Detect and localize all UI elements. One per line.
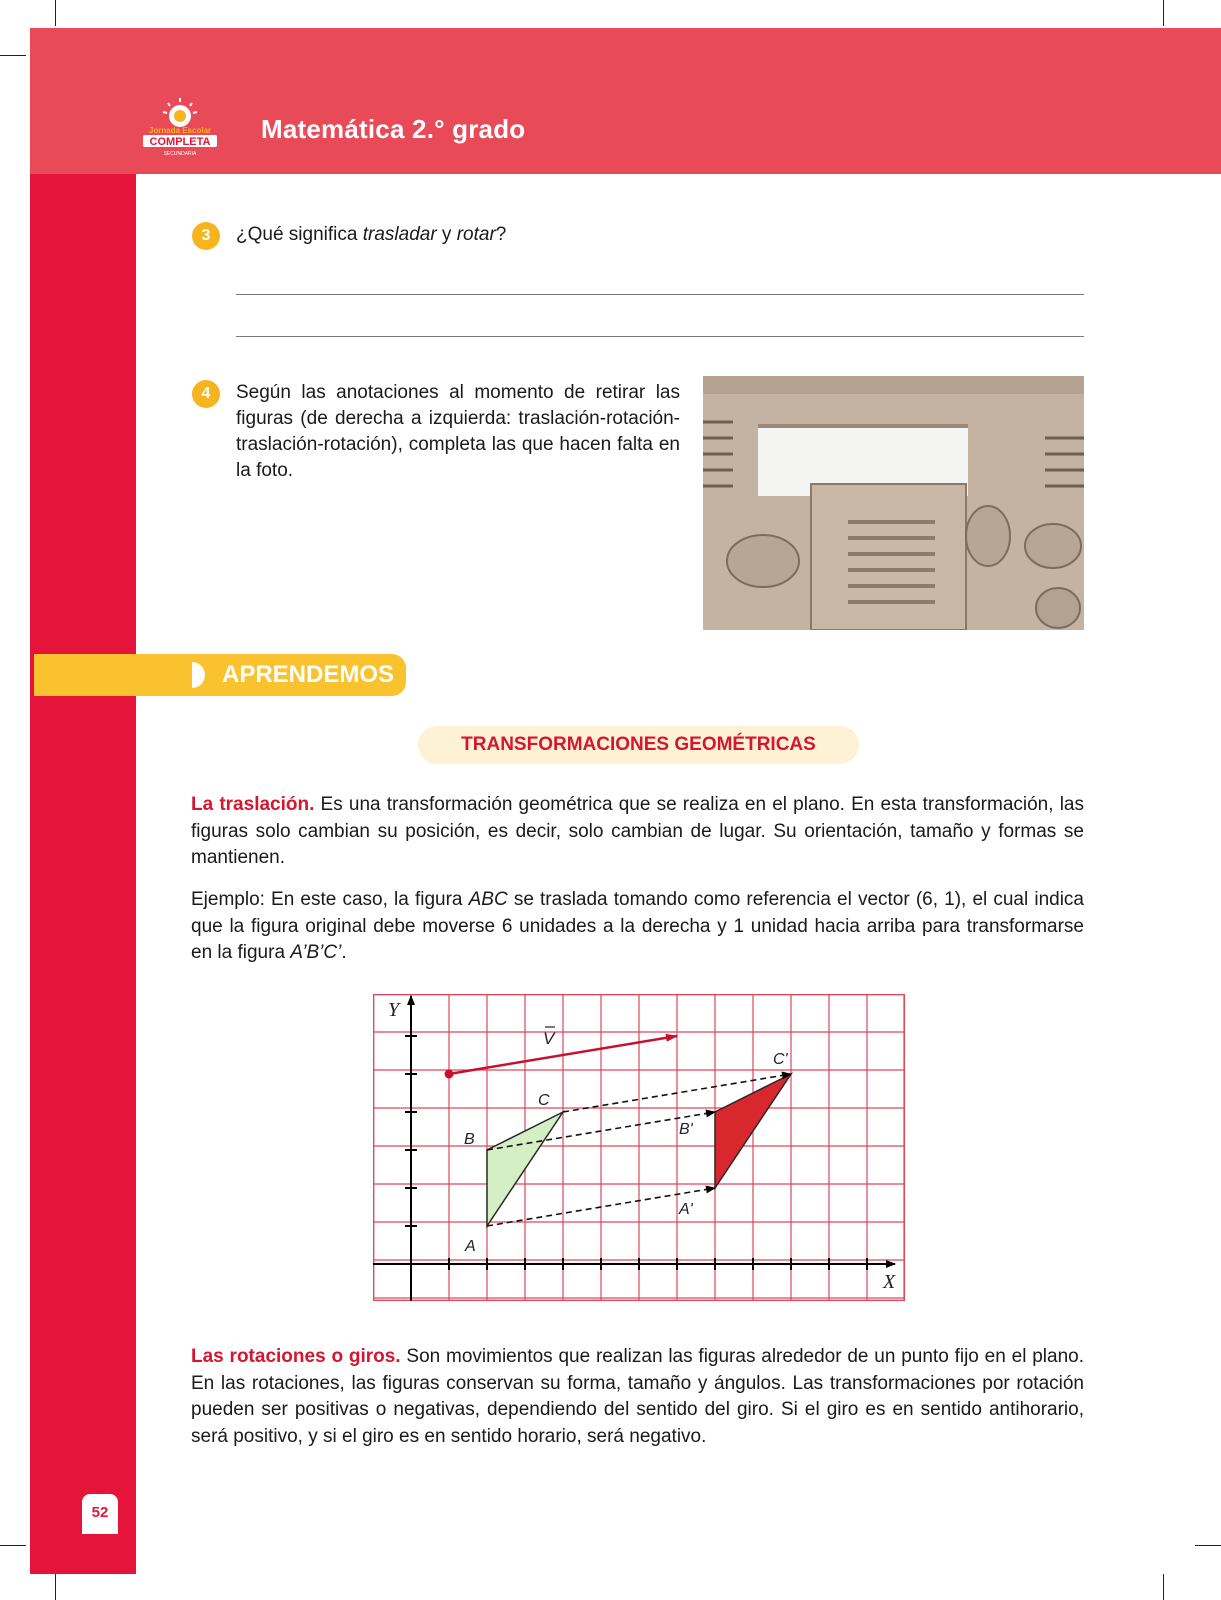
answer-line-1[interactable] (236, 294, 1084, 295)
question-3-term-rotar: rotar (456, 224, 496, 245)
translation-graph (373, 994, 905, 1301)
point-b-label: B (464, 1131, 475, 1148)
question-3-text (236, 222, 506, 248)
example-figure-a1b1c1: A’B’C’ (290, 942, 342, 963)
example-part3: . (341, 942, 347, 963)
example-part2: se traslada tomando como referencia el vector (6, 1), el cual indica que la figura original debe moverse 6 unidades a la derecha y 1 unidad hacia arriba para transformarse en la figura (191, 889, 1084, 963)
axis-ticks (405, 1036, 867, 1270)
question-3-term-trasladar: trasladar (362, 224, 437, 245)
logo-line3: SECUNDARIA (163, 151, 197, 157)
vector-label-text: V (543, 1029, 555, 1048)
point-a-label: A (465, 1238, 476, 1255)
topic-heading: TRANSFORMACIONES GEOMÉTRICAS (418, 726, 859, 764)
crop-mark (1163, 1574, 1164, 1600)
rotation-text: Son movimientos que realizan las figuras alrededor de un punto fijo en el plano. En las rotaciones, las figuras conservan su forma, tamaño y ángulos. Las transformaciones por rotación pueden ser positivas o negativas, dependiendo del sentido del giro. Si el giro es en sentido antihorario, será positivo, y si el giro es en sentido horario, será negativo. (191, 1346, 1084, 1447)
question-3-prefix: ¿Qué significa (236, 224, 363, 245)
point-c1-label: C' (773, 1051, 788, 1068)
example-part1: Ejemplo: En este caso, la figura (191, 889, 469, 910)
logo-line1: Jornada Escolar (148, 126, 212, 135)
crop-mark (0, 55, 26, 56)
translation-lead: La traslación. (191, 794, 315, 815)
example-figure-abc: ABC (468, 889, 508, 910)
translation-vector-origin (445, 1070, 454, 1079)
page-number: 52 (91, 1504, 109, 1521)
logo-line2: COMPLETA (149, 136, 211, 148)
half-circle-icon (192, 662, 205, 688)
translation-paragraph (191, 792, 1084, 872)
graph-grid (373, 994, 905, 1301)
vector-label (543, 1027, 556, 1048)
point-c-label: C (538, 1092, 550, 1109)
example-paragraph (191, 887, 1084, 967)
x-axis-label: X (883, 1271, 896, 1293)
graph-axes (373, 996, 896, 1301)
rotation-paragraph (191, 1344, 1084, 1450)
crop-mark (1163, 0, 1164, 26)
point-b1-label: B' (679, 1121, 693, 1138)
question-3-number: 3 (192, 222, 220, 250)
translation-text: Es una transformación geométrica que se realiza en el plano. En esta transformación, las figuras solo cambian su posición, es decir, solo cambian de lugar. Su orientación, tamaño y formas se mantienen. (191, 794, 1084, 868)
jornada-escolar-logo (140, 96, 220, 158)
page-title: Matemática 2.° grado (261, 114, 526, 144)
question-4-number: 4 (192, 380, 220, 408)
crop-mark (55, 0, 56, 26)
rotation-lead: Las rotaciones o giros. (191, 1346, 401, 1367)
point-a1-label: A' (679, 1201, 693, 1218)
question-3-suffix: ? (495, 224, 507, 245)
crop-mark (0, 1545, 26, 1546)
y-axis-label: Y (388, 999, 400, 1021)
crop-mark (1195, 1545, 1221, 1546)
stone-relief-photo (703, 376, 1084, 630)
crop-mark (55, 1574, 56, 1600)
section-label: APRENDEMOS (222, 661, 395, 688)
question-4-text: Según las anotaciones al momento de retirar las figuras (de derecha a izquierda: traslación-rotación-traslación-rotación), completa las que hacen falta en la foto. (236, 382, 680, 481)
section-banner (34, 654, 406, 696)
answer-line-2[interactable] (236, 336, 1084, 337)
left-margin-bar (30, 174, 136, 1574)
question-3-middle: y (436, 224, 457, 245)
page-number-tab (82, 1494, 118, 1534)
